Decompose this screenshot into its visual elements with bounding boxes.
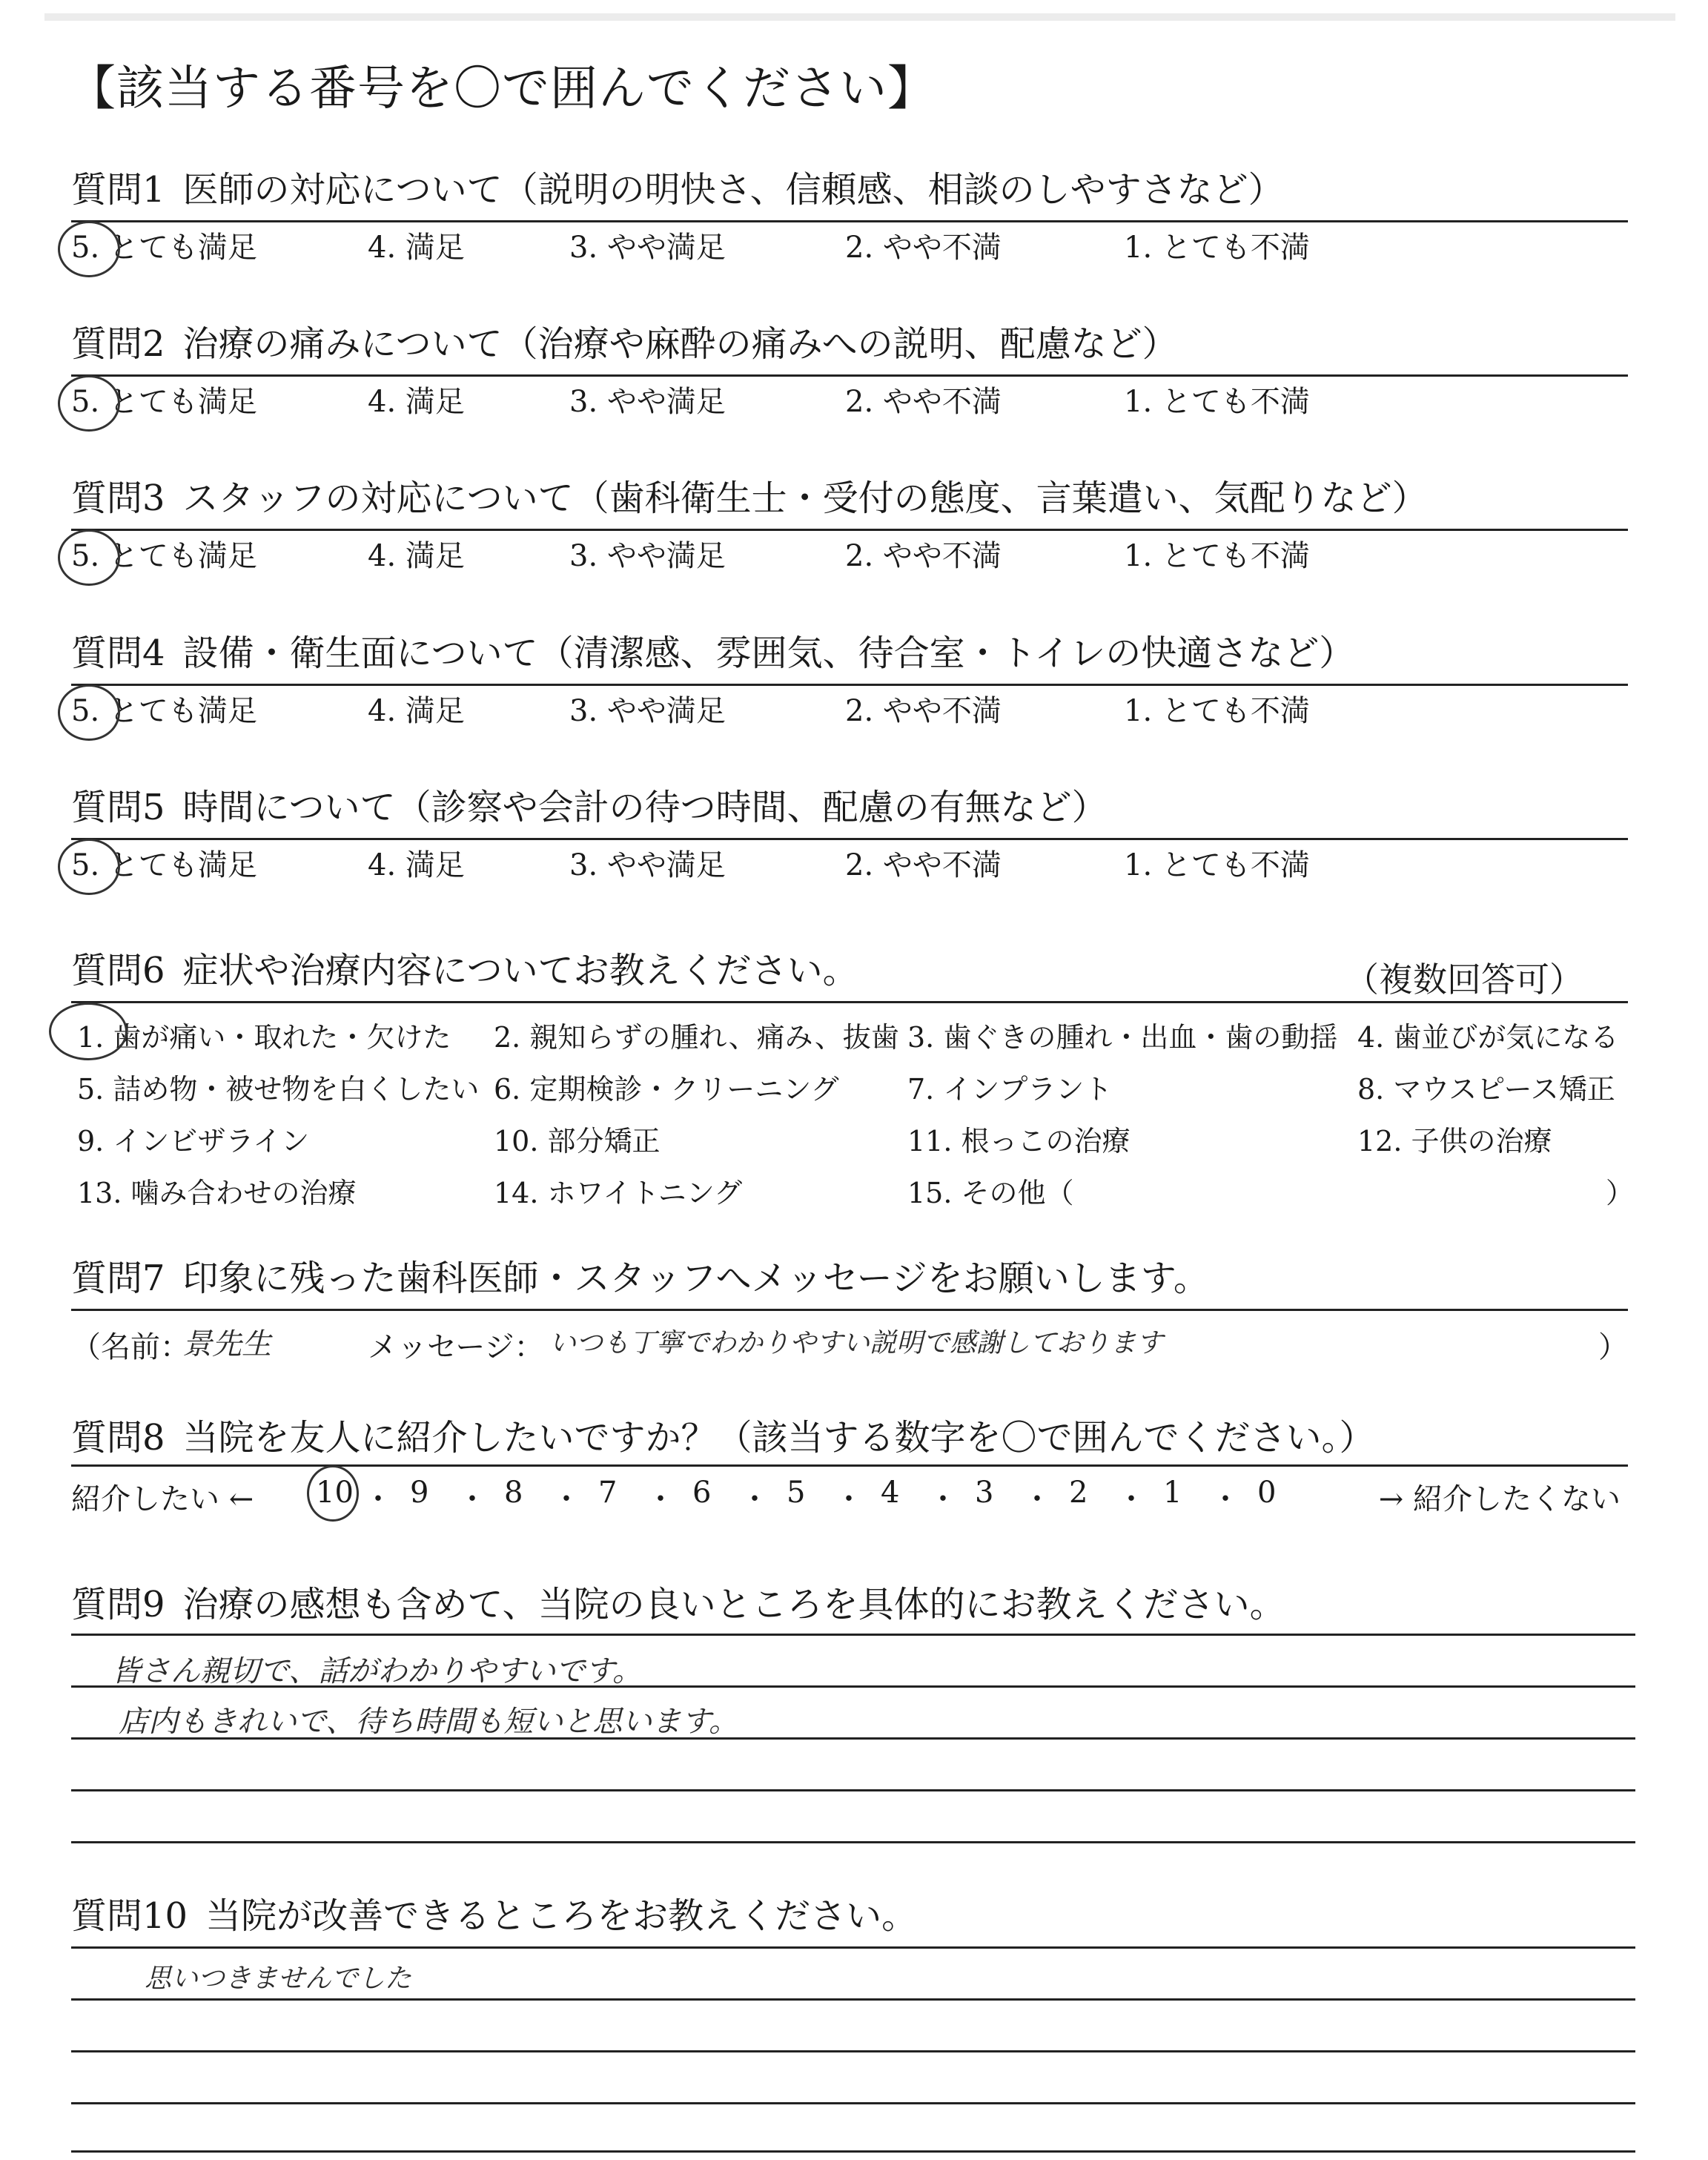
q2-option-3[interactable]: 3. やや満足: [569, 385, 726, 419]
q3-heading: [71, 478, 1628, 519]
q7-close-paren: ）: [1598, 1330, 1628, 1364]
q5-heading: [71, 787, 1628, 828]
q3-option-1[interactable]: 1. とても不満: [1124, 539, 1310, 573]
q4-option-2[interactable]: 2. やや不満: [845, 694, 1002, 728]
q10-number: 質問10: [71, 1895, 188, 1937]
q4-rule: [71, 684, 1628, 686]
q6-rule: [71, 1001, 1628, 1003]
q8-right-label: → 紹介したくない: [1378, 1482, 1621, 1516]
q4-option-4[interactable]: 4. 満足: [368, 694, 465, 728]
q8-scale-separator: ・: [646, 1482, 675, 1516]
q9-line-1: [71, 1634, 1635, 1636]
q8-scale-value[interactable]: 1: [1163, 1476, 1182, 1510]
q8-scale-separator: ・: [1116, 1482, 1146, 1516]
q10-line-2: [71, 1998, 1635, 2001]
q10-heading: [71, 1895, 1628, 1937]
q6-option-5[interactable]: 5. 詰め物・被せ物を白くしたい: [77, 1073, 480, 1106]
q5-text: 時間について（診察や会計の待つ時間、配慮の有無など）: [182, 787, 1108, 828]
q6-heading: [71, 950, 1628, 1000]
q7-text: 印象に残った歯科医師・スタッフへメッセージをお願いします。: [182, 1258, 1209, 1299]
q5-rule: [71, 838, 1628, 840]
q5-number: 質問5: [71, 787, 165, 828]
q8-number: 質問8: [71, 1417, 165, 1459]
q3-rule: [71, 529, 1628, 531]
page-title: 【該当する番号を〇で囲んでください】: [68, 62, 936, 116]
q6-option-12[interactable]: 12. 子供の治療: [1357, 1125, 1552, 1157]
q5-option-1[interactable]: 1. とても不満: [1124, 848, 1310, 882]
q6-option-4[interactable]: 4. 歯並びが気になる: [1357, 1021, 1619, 1054]
q4-number: 質問4: [71, 633, 165, 674]
q2-option-2[interactable]: 2. やや不満: [845, 385, 1002, 419]
q7-rule: [71, 1309, 1628, 1311]
q8-heading: [71, 1417, 1628, 1459]
q6-option-8[interactable]: 8. マウスピース矯正: [1357, 1073, 1615, 1106]
q8-scale-separator: ・: [363, 1482, 393, 1516]
q7-message-value[interactable]: いつも丁寧でわかりやすい説明で感謝しております: [549, 1328, 1164, 1358]
q1-option-5[interactable]: 5. とても満足: [71, 231, 257, 265]
q9-line-5: [71, 1841, 1635, 1843]
q5-option-2[interactable]: 2. やや不満: [845, 848, 1002, 882]
q6-other-close: ）: [1606, 1177, 1635, 1209]
q1-number: 質問1: [71, 169, 165, 211]
q8-text: 当院を友人に紹介したいですか？（該当する数字を〇で囲んでください。）: [182, 1417, 1375, 1459]
q1-option-1[interactable]: 1. とても不満: [1124, 231, 1310, 265]
q8-scale-value[interactable]: 6: [692, 1476, 712, 1510]
q4-option-1[interactable]: 1. とても不満: [1124, 694, 1310, 728]
q2-option-4[interactable]: 4. 満足: [368, 385, 465, 419]
q5-option-5[interactable]: 5. とても満足: [71, 848, 257, 882]
q7-heading: [71, 1258, 1628, 1299]
q8-rule: [71, 1464, 1628, 1467]
q8-left-label: 紹介したい ←: [71, 1482, 254, 1516]
q7-message-label: メッセージ：: [368, 1330, 544, 1364]
q5-option-4[interactable]: 4. 満足: [368, 848, 465, 882]
q8-scale-separator: ・: [552, 1482, 581, 1516]
q8-scale-value[interactable]: 2: [1069, 1476, 1088, 1510]
q6-number: 質問6: [71, 950, 165, 991]
q8-scale-value[interactable]: 3: [975, 1476, 994, 1510]
q6-selected-circle: [49, 1003, 128, 1060]
q6-option-10[interactable]: 10. 部分矯正: [494, 1125, 661, 1157]
q6-option-6[interactable]: 6. 定期検診・クリーニング: [494, 1073, 839, 1106]
q6-option-13[interactable]: 13. 噛み合わせの治療: [77, 1177, 357, 1209]
q8-scale-separator: ・: [740, 1482, 769, 1516]
q9-heading: [71, 1584, 1628, 1625]
q8-scale-value[interactable]: 5: [787, 1476, 806, 1510]
q9-line-4: [71, 1789, 1635, 1791]
q8-scale-value[interactable]: 8: [504, 1476, 523, 1510]
q8-scale-value[interactable]: 10: [316, 1476, 354, 1510]
q6-option-7[interactable]: 7. インプラント: [907, 1073, 1113, 1106]
q8-scale-value[interactable]: 9: [410, 1476, 429, 1510]
q10-line-5: [71, 2150, 1635, 2153]
q3-selected-circle: [58, 529, 120, 586]
q3-number: 質問3: [71, 478, 165, 519]
q6-option-2[interactable]: 2. 親知らずの腫れ、痛み、抜歯: [494, 1021, 899, 1054]
q10-answer-line-1[interactable]: 思いつきませんでした: [145, 1964, 412, 1994]
q8-scale-separator: ・: [834, 1482, 864, 1516]
q8-scale-value[interactable]: 4: [881, 1476, 900, 1510]
q7-answer-row: [71, 1324, 1628, 1368]
q4-text: 設備・衛生面について（清潔感、雰囲気、待合室・トイレの快適さなど）: [182, 633, 1355, 674]
q1-rule: [71, 220, 1628, 222]
q5-option-3[interactable]: 3. やや満足: [569, 848, 726, 882]
q5-selected-circle: [58, 839, 120, 895]
q6-text: 症状や治療内容についてお教えください。: [182, 950, 858, 991]
q6-option-3[interactable]: 3. 歯ぐきの腫れ・出血・歯の動揺: [907, 1021, 1338, 1054]
q9-text: 治療の感想も含めて、当院の良いところを具体的にお教えください。: [182, 1584, 1285, 1625]
q1-option-3[interactable]: 3. やや満足: [569, 231, 726, 265]
q3-option-5[interactable]: 5. とても満足: [71, 539, 257, 573]
q9-answer-line-2[interactable]: 店内もきれいで、待ち時間も短いと思います。: [119, 1705, 738, 1739]
q8-scale-separator: ・: [1211, 1482, 1240, 1516]
q7-name-label: （名前：: [71, 1330, 190, 1364]
q6-option-14[interactable]: 14. ホワイトニング: [494, 1177, 743, 1209]
q4-selected-circle: [58, 684, 120, 741]
q6-option-11[interactable]: 11. 根っこの治療: [907, 1125, 1131, 1157]
q2-option-1[interactable]: 1. とても不満: [1124, 385, 1310, 419]
scan-edge: [44, 13, 1675, 21]
q6-option-15[interactable]: 15. その他（: [907, 1177, 1074, 1209]
q2-text: 治療の痛みについて（治療や麻酔の痛みへの説明、配慮など）: [182, 323, 1178, 365]
q6-option-9[interactable]: 9. インビザライン: [77, 1125, 310, 1157]
q3-text: スタッフの対応について（歯科衛生士・受付の態度、言葉遣い、気配りなど）: [182, 478, 1428, 519]
q2-rule: [71, 374, 1628, 377]
q3-option-3[interactable]: 3. やや満足: [569, 539, 726, 573]
q2-number: 質問2: [71, 323, 165, 365]
q10-line-4: [71, 2102, 1635, 2104]
q6-option-1[interactable]: 1. 歯が痛い・取れた・欠けた: [77, 1021, 451, 1054]
q7-number: 質問7: [71, 1258, 165, 1299]
q7-name-value[interactable]: 景先生: [182, 1327, 271, 1361]
q1-option-4[interactable]: 4. 満足: [368, 231, 465, 265]
q2-heading: [71, 323, 1628, 365]
q2-option-5[interactable]: 5. とても満足: [71, 385, 257, 419]
q1-text: 医師の対応について（説明の明快さ、信頼感、相談のしやすさなど）: [182, 169, 1284, 211]
q10-line-1: [71, 1946, 1635, 1949]
q9-answer-line-1[interactable]: 皆さん親切で、話がわかりやすいです。: [111, 1654, 642, 1688]
q1-heading: [71, 169, 1628, 211]
q8-scale-value[interactable]: 0: [1257, 1476, 1277, 1510]
q10-line-3: [71, 2050, 1635, 2052]
q1-option-2[interactable]: 2. やや不満: [845, 231, 1002, 265]
q9-number: 質問9: [71, 1584, 165, 1625]
q8-scale-separator: ・: [928, 1482, 958, 1516]
q8-scale-separator: ・: [1022, 1482, 1052, 1516]
q8-selected-circle: [307, 1465, 359, 1522]
q8-scale-separator: ・: [457, 1482, 487, 1516]
q10-text: 当院が改善できるところをお教えください。: [205, 1895, 918, 1937]
q3-option-2[interactable]: 2. やや不満: [845, 539, 1002, 573]
q2-selected-circle: [58, 375, 120, 432]
q3-option-4[interactable]: 4. 満足: [368, 539, 465, 573]
q6-note: （複数回答可）: [1345, 960, 1583, 1000]
q4-heading: [71, 633, 1628, 674]
q4-option-3[interactable]: 3. やや満足: [569, 694, 726, 728]
q4-option-5[interactable]: 5. とても満足: [71, 694, 257, 728]
q8-scale-value[interactable]: 7: [598, 1476, 618, 1510]
q1-selected-circle: [58, 221, 120, 277]
